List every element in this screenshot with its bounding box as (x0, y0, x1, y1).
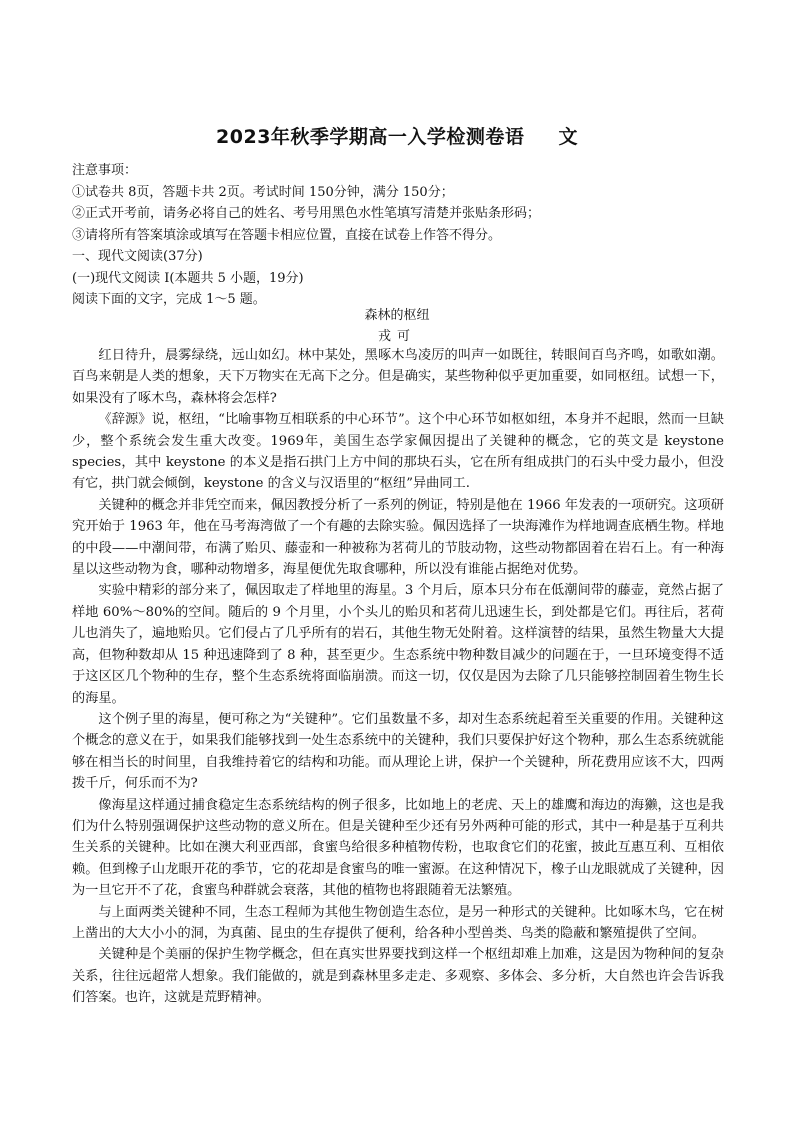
paragraph: 《辞源》说，枢纽，“比喻事物互相联系的中心环节”。这个中心环节如枢如纽，本身并不起眼，然而一旦缺少，整个系统会发生重大改变。1969年，美国生态学家佩因提出了关键种的概念，它的英文是 keystone species，其中 keystone 的本义是指石拱门上方中间的那块石头，它在所有组成拱门的石头中受力最小，但没有它，拱门就会倾倒，keystone 的含义与汉语里的“枢纽”异曲同工. (72, 412, 724, 492)
reading-instruction: 阅读下面的文字，完成 1～5 题。 (72, 292, 266, 307)
paragraph: 这个例子里的海星，便可称之为“关键种”。它们虽数量不多，却对生态系统起着至关重要的作用。关键种这个概念的意义在于，如果我们能够找到一处生态系统中的关键种，我们只要保护好这个物种，那么生态系统就能够在相当长的时间里，自我维持着它的结构和功能。而从理论上讲，保护一个关键种，所花费用应该不大，四两拨千斤，何乐而不为? (72, 711, 724, 792)
paragraph: 红日待升，晨雾绿绕，远山如幻。林中某处，黑啄木鸟凌厉的叫声一如既往，转眼间百鸟齐鸣，如歌如潮。百鸟来朝是人类的想象，天下万物实在无高下之分。但是确实，某些物种似乎更加重要，如同枢纽。试想一下，如果没有了啄木鸟，森林将会怎样? (72, 348, 724, 406)
note-item-3: ③请将所有答案填涂或填写在答题卡相应位置，直接在试卷上作答不得分。 (72, 227, 502, 243)
article-author: 戎可 (377, 329, 416, 344)
exam-title-tail: 文 (558, 126, 578, 148)
paragraph: 关键种是个美丽的保护生物学概念，但在真实世界要找到这样一个枢纽却难上加难，这是因为物种间的复杂关系，往往远超常人想象。我们能做的，就是到森林里多走走、多观察、多体会、多分析，大自然也许会告诉我们答案。也许，这就是荒野精神。 (72, 947, 724, 1006)
section-heading: 一、现代文阅读(37分) (72, 249, 203, 264)
paragraph: 关键种的概念并非凭空而来，佩因教授分析了一系列的例证，特别是他在 1966 年发表的一项研究。这项研究开始于 1963 年，他在马考海湾做了一个有趣的去除实验。佩因选择了一块海滩作为样地调查底栖生物。样地的中段——中潮间带，布满了贻贝、藤壶和一种被称为茗荷儿的节肢动物，这些动物都固着在岩石上。有一种海星以这些动物为食，哪种动物增多，海星便优先取食哪种，所以没有谁能占据绝对优势。 (72, 497, 724, 578)
article-body (72, 345, 724, 1009)
notes-heading: 注意事项： (72, 163, 138, 178)
note-item-2: ②正式开考前，请务必将自己的姓名、考号用黑色水性笔填写清楚并张贴条形码； (72, 206, 541, 221)
paragraph: 与上面两类关键种不同，生态工程师为其他生物创造生态位，是另一种形式的关键种。比如啄木鸟，它在树上凿出的大大小小的洞，为真菌、昆虫的生存提供了便利，给各种小型兽类、鸟类的隐蔽和繁殖提供了空间。 (72, 904, 724, 941)
paragraph: 像海星这样通过捕食稳定生态系统结构的例子很多，比如地上的老虎、天上的雄鹰和海边的海獭，这也是我们为什么特别强调保护这些动物的意义所在。但是关键种至少还有另外两种可能的形式，其中一种是基于互利共生关系的关键种。比如在澳大利亚西部，食蜜鸟给很多种植物传粉，也取食它们的花蜜，披此互惠互利、互相依赖。但到橡子山龙眼开花的季节，它的花却是食蜜鸟的唯一蜜源。在这种情况下，橡子山龙眼就成了关键种，因为一旦它开不了花，食蜜鸟种群就会衰落，其他的植物也将跟随着无法繁殖。 (72, 797, 724, 899)
exam-notes (72, 160, 732, 311)
subsection-heading: (一)现代文阅读 I(本题共 5 小题，19分) (72, 270, 304, 286)
exam-title-main: 2023年秋季学期高一入学检测卷语 (216, 126, 525, 148)
article-title: 森林的枢纽 (364, 308, 430, 323)
exam-title (0, 122, 794, 149)
note-item-1: ①试卷共 8页，答题卡共 2页。考试时间 150分钟，满分 150分； (72, 184, 454, 200)
paragraph: 实验中精彩的部分来了，佩因取走了样地里的海星。3 个月后，原本只分布在低潮间带的藤壶，竟然占据了样地 60%～80%的空间。随后的 9 个月里，小个头儿的贻贝和茗荷儿迅速生长，到处都是它们。再往后，茗荷儿也消失了，遍地贻贝。它们侵占了几乎所有的岩石，其他生物无处附着。这样演替的结果，虽然生物量大大提高，但物种数却从 15 种迅速降到了 8 种，甚至更少。生态系统中物种数目减少的问题在于，一旦环境变得不适于这区区几个物种的生存，整个生态系统将面临崩溃。而这一切，仅仅是因为去除了几只能够控制固着生物生长的海星。 (72, 583, 724, 706)
